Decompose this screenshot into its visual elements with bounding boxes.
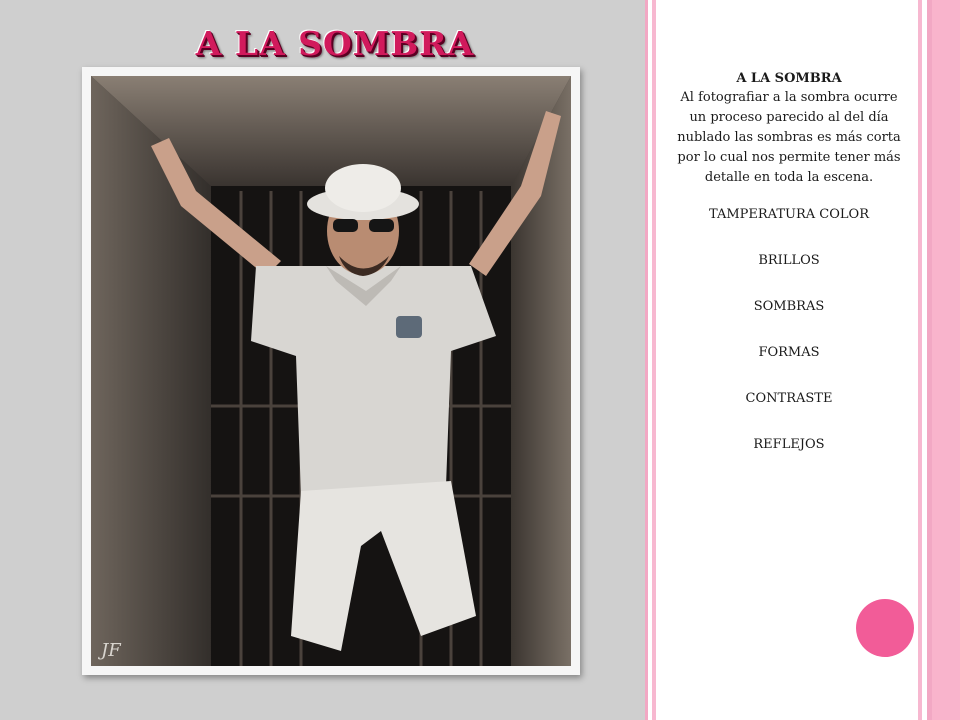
- accent-dot: [856, 599, 914, 657]
- decorative-stripe: [918, 0, 922, 720]
- topic-list: [670, 206, 908, 454]
- topic-item-temperatura-color: TAMPERATURA COLOR: [709, 207, 869, 222]
- content-panel: [670, 70, 908, 482]
- photo-signature: JF: [101, 640, 121, 661]
- topic-item-brillos: BRILLOS: [758, 253, 820, 268]
- slide-title: A LA SOMBRA: [195, 24, 475, 63]
- decorative-stripe: [645, 0, 648, 720]
- decorative-side-band: [932, 0, 960, 720]
- photo-illustration: [91, 76, 571, 666]
- topic-item-contraste: CONTRASTE: [745, 391, 833, 406]
- decorative-stripe: [924, 0, 926, 720]
- topic-item-formas: FORMAS: [758, 345, 820, 360]
- photo-frame: [82, 67, 580, 675]
- topic-item-sombras: SOMBRAS: [753, 299, 825, 314]
- photo: [91, 76, 571, 666]
- decorative-stripe: [649, 0, 651, 720]
- decorative-stripe: [652, 0, 656, 720]
- content-body: Al fotografiar a la sombra ocurre un proceso parecido al del día nublado las sombras es más corta por lo cual nos permite tener más detalle en toda la escena.: [677, 90, 901, 185]
- topic-item-reflejos: REFLEJOS: [753, 437, 825, 452]
- content-heading: A LA SOMBRA: [736, 71, 842, 86]
